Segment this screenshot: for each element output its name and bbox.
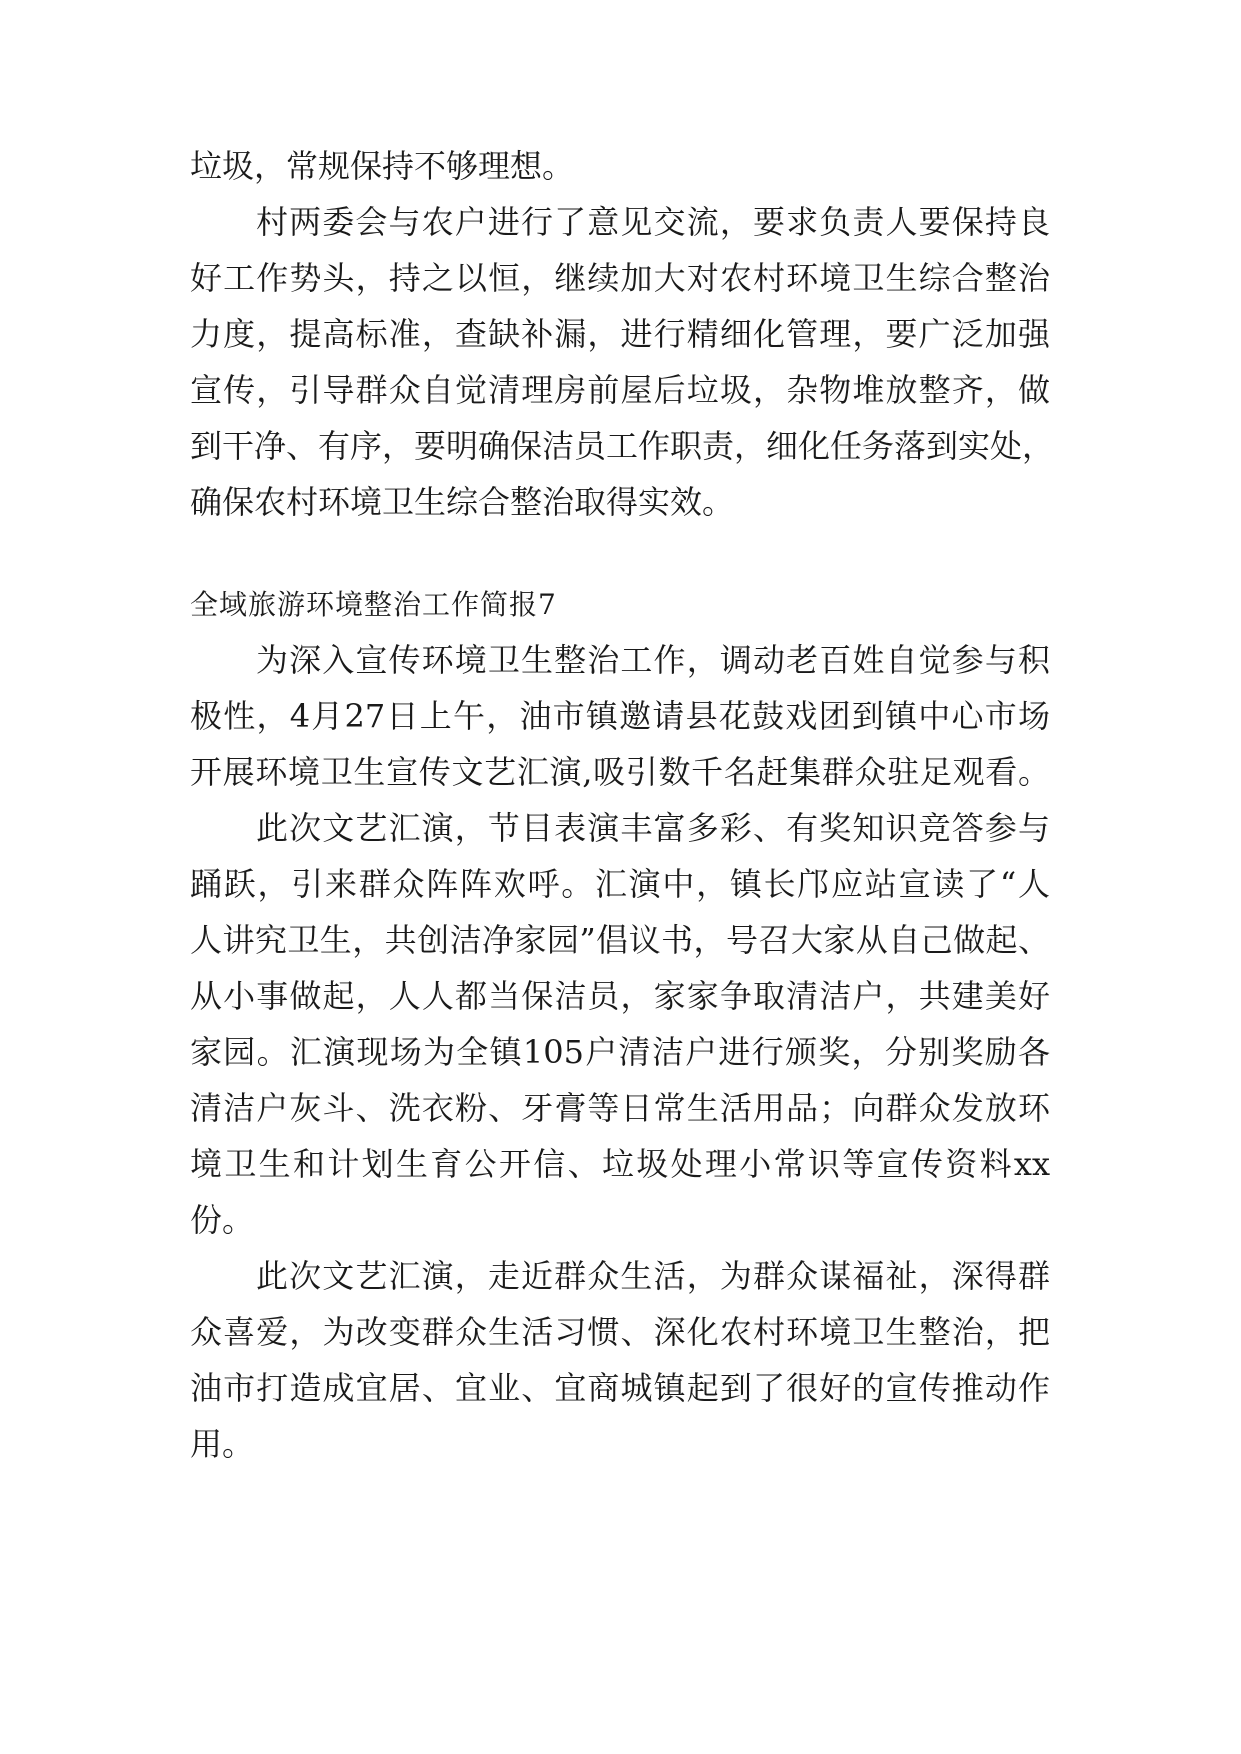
paragraph-line: 宣传，引导群众自觉清理房前屋后垃圾，杂物堆放整齐，做 [190,371,1050,409]
paragraph-line: 到干净、有序，要明确保洁员工作职责，细化任务落到实处， [190,427,1055,465]
paragraph-line: 垃圾，常规保持不够理想。 [190,147,575,185]
paragraph-line: 众喜爱，为改变群众生活习惯、深化农村环境卫生整治，把 [190,1313,1050,1351]
paragraph-line: 从小事做起，人人都当保洁员，家家争取清洁户，共建美好 [190,977,1050,1015]
paragraph-line: 踊跃，引来群众阵阵欢呼。汇演中，镇长邝应站宣读了“人 [190,865,1050,903]
paragraph-line: 开展环境卫生宣传文艺汇演,吸引数千名赶集群众驻足观看。 [190,753,1050,791]
paragraph-line: 村两委会与农户进行了意见交流，要求负责人要保持良 [256,203,1050,241]
paragraph-line: 为深入宣传环境卫生整治工作，调动老百姓自觉参与积 [256,641,1050,679]
paragraph-line: 此次文艺汇演，走近群众生活，为群众谋福祉，深得群 [256,1257,1050,1295]
paragraph-line: 人讲究卫生，共创洁净家园”倡议书，号召大家从自己做起、 [190,921,1050,959]
paragraph-line: 家园。汇演现场为全镇105户清洁户进行颁奖，分别奖励各 [190,1033,1050,1071]
paragraph-line: 份。 [190,1201,255,1239]
paragraph-line: 境卫生和计划生育公开信、垃圾处理小常识等宣传资料xx [190,1145,1050,1183]
paragraph-line: 用。 [190,1425,255,1463]
paragraph-line: 确保农村环境卫生综合整治取得实效。 [190,483,735,521]
paragraph-line: 极性，4月27日上午，油市镇邀请县花鼓戏团到镇中心市场 [190,697,1050,735]
paragraph-line: 好工作势头，持之以恒，继续加大对农村环境卫生综合整治 [190,259,1050,297]
paragraph-line: 清洁户灰斗、洗衣粉、牙膏等日常生活用品；向群众发放环 [190,1089,1050,1127]
paragraph-line: 力度，提高标准，查缺补漏，进行精细化管理，要广泛加强 [190,315,1050,353]
section-heading: 全域旅游环境整治工作简报7 [190,588,557,621]
paragraph-line: 油市打造成宜居、宜业、宜商城镇起到了很好的宣传推动作 [190,1369,1050,1407]
paragraph-line: 此次文艺汇演，节目表演丰富多彩、有奖知识竞答参与 [256,809,1050,847]
